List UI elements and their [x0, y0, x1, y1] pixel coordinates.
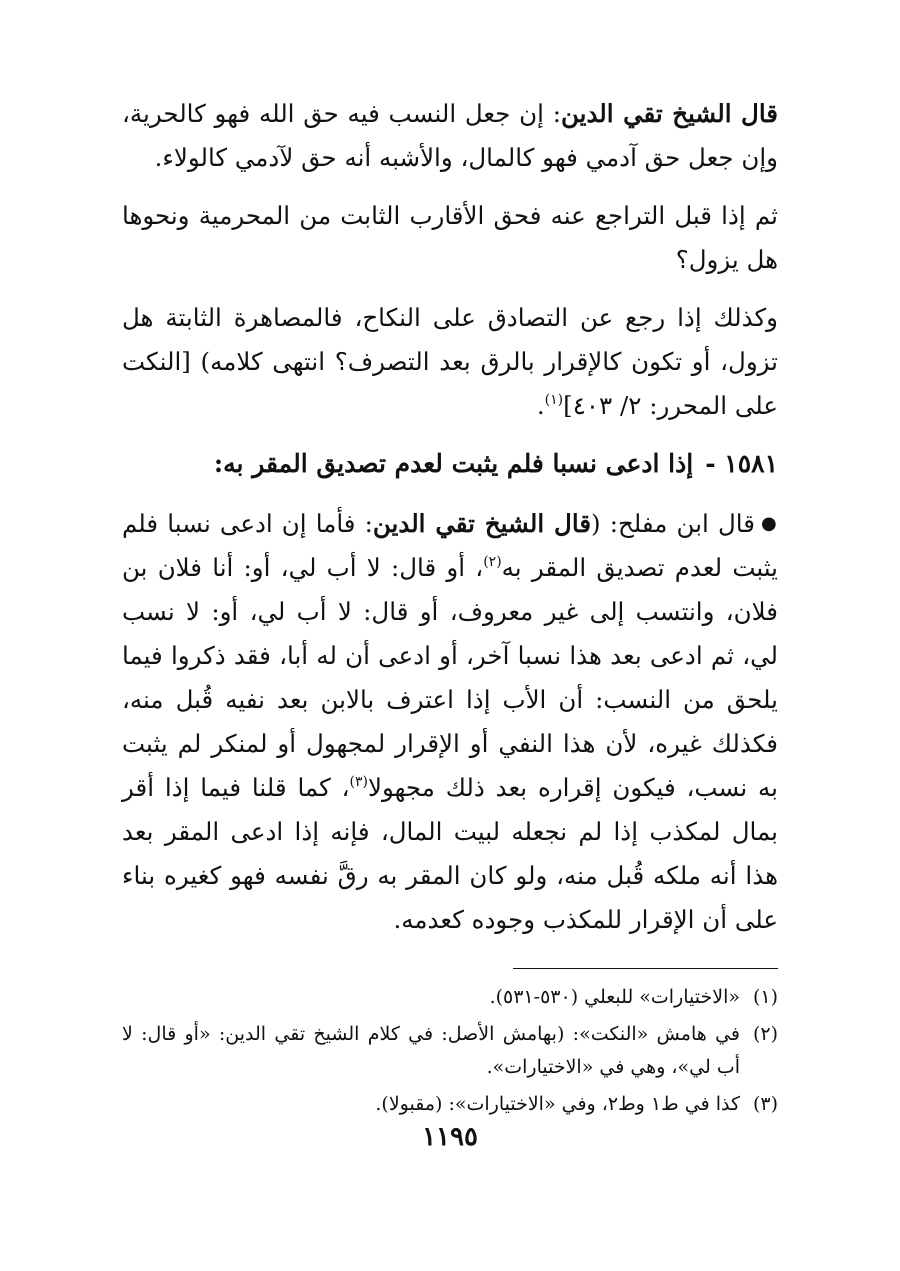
footnote-1-text: «الاختيارات» للبعلي (٥٣٠-٥٣١). [489, 986, 740, 1008]
footnotes [122, 981, 778, 1121]
footnote-divider [513, 968, 778, 969]
footnote-3-text: كذا في ط١ وط٢، وفي «الاختيارات»: (مقبولا). [375, 1093, 740, 1115]
paragraph-3-end: . [536, 391, 545, 420]
main-part-1: : فأما إن ادعى نسبا فلم يثبت لعدم تصديق المقر به [122, 509, 778, 582]
paragraph-1-text: : إن جعل النسب فيه حق الله فهو كالحرية، وإن جعل حق آدمي فهو كالمال، والأشبه أنه حق لآدمي كالولاء. [122, 99, 778, 172]
footnote-2 [122, 1018, 778, 1084]
document-page [122, 92, 778, 1125]
section-title: إذا ادعى نسبا فلم يثبت لعدم تصديق المقر به: [213, 449, 694, 478]
bullet-icon: ● [760, 513, 778, 534]
main-part-2: ، أو قال: لا أب لي، أو: أنا فلان بن فلان، وانتسب إلى غير معروف، أو قال: لا أب لي، أو: لا نسب لي، ثم ادعى بعد هذا نسبا آخر، أو ادعى أن له أبا، فقد ذكروا فيما يلحق من النسب: أن الأب إذا اعترف بالابن بعد نفيه قُبل منه، فكذلك غيره، لأن هذا النفي أو الإقرار لمجهول أو لمنكر لم يثبت به نسب، فيكون إقراره بعد ذلك مجهولا [122, 553, 778, 802]
footnote-1 [122, 981, 778, 1014]
section-heading [122, 442, 778, 486]
footnote-ref-2: (٢) [483, 554, 502, 570]
footnote-ref-1: (١) [544, 392, 564, 408]
paragraph-3-text: وكذلك إذا رجع عن التصادق على النكاح، فالمصاهرة الثابتة هل تزول، أو تكون كالإقرار بالرق بعد التصرف؟ انتهى كلامه) [النكت على المحرر: ٢/ ٤٠٣] [122, 303, 778, 420]
main-intro: قال ابن مفلح: ( [591, 509, 755, 538]
page-number: ١١٩٥ [422, 1122, 478, 1152]
paragraph-2-text: ثم إذا قبل التراجع عنه فحق الأقارب الثابت من المحرمية ونحوها هل يزول؟ [122, 201, 778, 274]
footnote-3 [122, 1088, 778, 1121]
footnote-ref-3: (٣) [349, 774, 368, 790]
sheikh-name: قال الشيخ تقي الدين [560, 99, 778, 128]
paragraph-1 [122, 92, 778, 180]
footnote-3-number: (٣) [752, 1093, 778, 1115]
sheikh-name-main: قال الشيخ تقي الدين [372, 509, 592, 538]
main-paragraph [122, 502, 778, 942]
footnote-2-number: (٢) [752, 1023, 778, 1045]
footnote-1-number: (١) [752, 986, 778, 1008]
paragraph-2 [122, 194, 778, 282]
footnote-2-text: في هامش «النكت»: (بهامش الأصل: في كلام الشيخ تقي الدين: «أو قال: لا أب لي»، وهي في «الاختيارات». [122, 1023, 740, 1078]
main-part-3: ، كما قلنا فيما إذا أقر بمال لمكذب إذا لم نجعله لبيت المال، فإنه إذا ادعى المقر بعد هذا أنه ملكه قُبل منه، ولو كان المقر به رقَّ نفسه فهو كغيره بناء على أن الإقرار للمكذب وجوده كعدمه. [122, 773, 778, 934]
paragraph-3 [122, 296, 778, 428]
section-number: ١٥٨١ - [705, 449, 778, 478]
